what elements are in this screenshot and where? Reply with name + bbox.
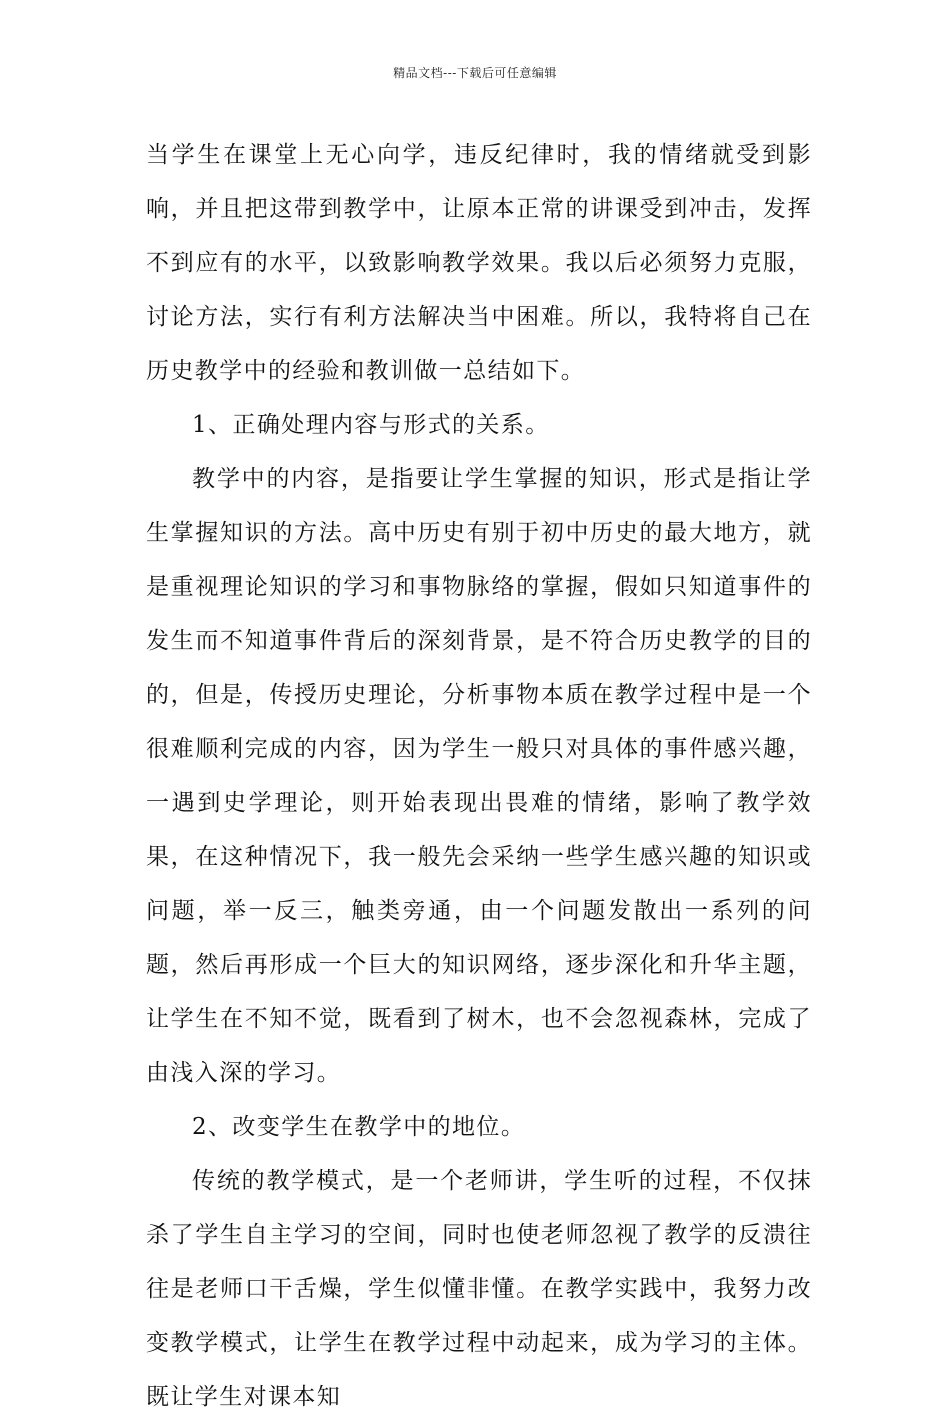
paragraph-intro: 当学生在课堂上无心向学，违反纪律时，我的情绪就受到影响，并且把这带到教学中，让原本正常的讲课受到冲击，发挥不到应有的水平，以致影响教学效果。我以后必须努力克服，讨论方法，实行有利方法解决当中困难。所以，我特将自己在历史教学中的经验和教训做一总结如下。	[146, 142, 812, 384]
paragraph-teaching-mode: 传统的教学模式，是一个老师讲，学生听的过程，不仅抹杀了学生自主学习的空间，同时也使老师忽视了教学的反溃往往是老师口干舌燥，学生似懂非懂。在教学实践中，我努力改变教学模式，让学生在教学过程中动起来，成为学习的主体。既让学生对课本知	[146, 1168, 812, 1410]
document-body	[146, 128, 812, 1424]
section-heading-2: 2、改变学生在教学中的地位。	[192, 1114, 526, 1140]
page-header: 精品文档---下载后可任意编辑	[393, 66, 557, 80]
paragraph-content-form: 教学中的内容，是指要让学生掌握的知识，形式是指让学生掌握知识的方法。高中历史有别于初中历史的最大地方，就是重视理论知识的学习和事物脉络的掌握，假如只知道事件的发生而不知道事件背后的深刻背景，是不符合历史教学的目的的，但是，传授历史理论，分析事物本质在教学过程中是一个很难顺利完成的内容，因为学生一般只对具体的事件感兴趣，一遇到史学理论，则开始表现出畏难的情绪，影响了教学效果，在这种情况下，我一般先会采纳一些学生感兴趣的知识或问题，举一反三，触类旁通，由一个问题发散出一系列的问题，然后再形成一个巨大的知识网络，逐步深化和升华主题，让学生在不知不觉，既看到了树木，也不会忽视森林，完成了由浅入深的学习。	[146, 466, 812, 1086]
section-heading-1: 1、正确处理内容与形式的关系。	[192, 412, 550, 438]
